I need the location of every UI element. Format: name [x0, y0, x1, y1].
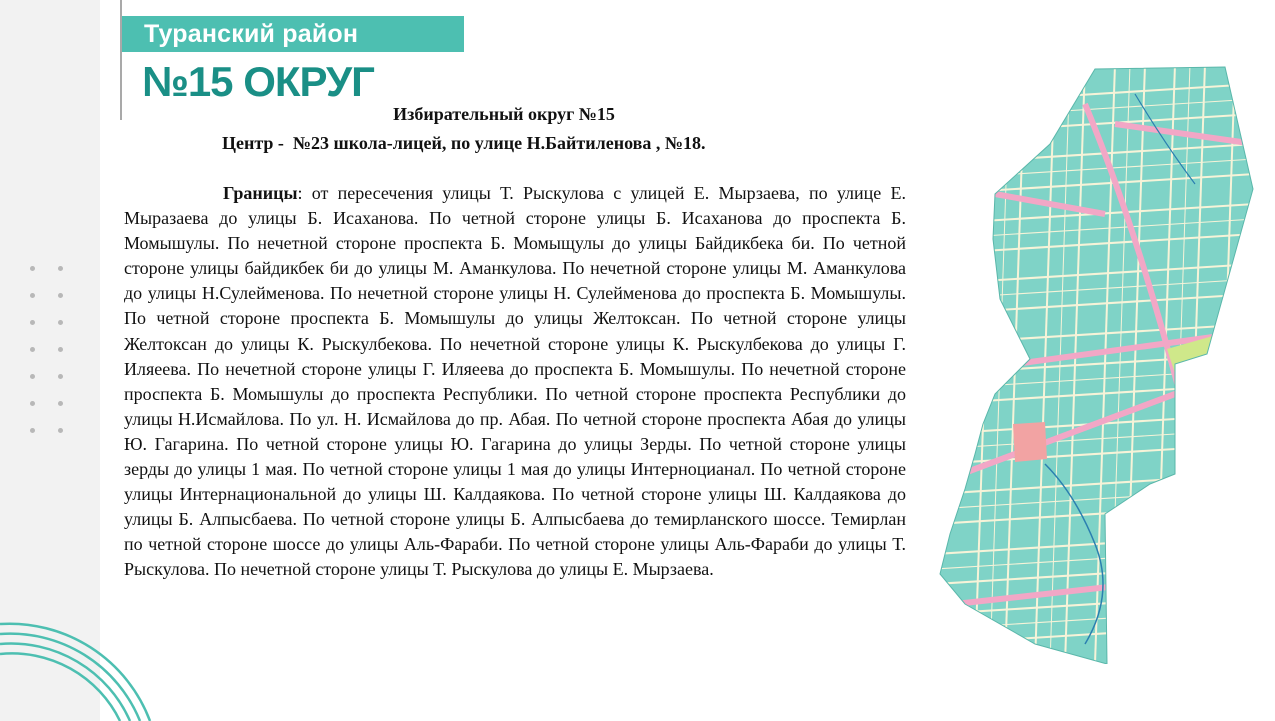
- boundaries-paragraph: [124, 181, 906, 583]
- boundaries-text: : от пересечения улицы Т. Рыскулова с улицей Е. Мырзаева, по улице Е. Мыразаева до улицы Б. Исаханова. По четной стороне улицы Б. Исаханова до проспекта Б. Момышулы. По нечетной стороне проспекта Б. Момыщулы до улицы Байдикбека би. По четной стороне улицы байдикбек би до улицы М. Аманкулова. По нечетной стороне улицы М. Аманкулова до улицы Н.Сулейменова. По нечетной стороне улицы Н. Сулейменова до проспекта Б. Момышулы. По четной стороне проспекта Б. Момышулы до улицы Желтоксан. По четной стороне улицы Желтоксан до улицы К. Рыскулбекова. По нечетной стороне улицы К. Рыскулбекова до улицы Г. Иляеева. По нечетной стороне улицы Г. Иляеева до проспекта Б. Момышулы. По нечетной стороне проспекта Б. Момышулы до проспекта Республики. По четной стороне проспекта Республики до улицы Н.Исмайлова. По ул. Н. Исмайлова до пр. Абая. По четной стороне проспекта Абая до улицы Ю. Гагарина. По четной стороне улицы Ю. Гагарина до улицы Зерды. По четной стороне улицы зерды до улицы 1 мая. По четной стороне улицы 1 мая до улицы Интерноцианал. По четной стороне улицы Интернациональной до улицы Ш. Калдаякова. По четной стороне улицы Ш. Калдаякова до улицы Б. Алпысбаева. По четной стороне улицы Б. Алпысбаева до темирланского шоссе. Темирлан по четной стороне шоссе до улицы Аль-Фараби. По четной стороне улицы Аль-Фараби до улицы Т. Рыскулова. По нечетной стороне улицы Т. Рыскулова до улицы Е. Мырзаева.: [124, 183, 906, 580]
- arc-decoration: [0, 600, 200, 721]
- district-banner: [122, 16, 464, 52]
- boundaries-label: Границы: [223, 183, 298, 203]
- map-blocks: [935, 64, 1255, 664]
- document-heading: Избирательный округ №15: [393, 104, 615, 124]
- dot-grid-decoration: [30, 266, 72, 433]
- district-map: [935, 64, 1255, 664]
- district-label: Туранский район: [144, 20, 359, 48]
- okrug-title: №15 ОКРУГ: [142, 58, 374, 105]
- school-area: [1013, 422, 1047, 462]
- document-center-line: Центр - №23 школа-лицей, по улице Н.Байтиленова , №18.: [222, 133, 706, 153]
